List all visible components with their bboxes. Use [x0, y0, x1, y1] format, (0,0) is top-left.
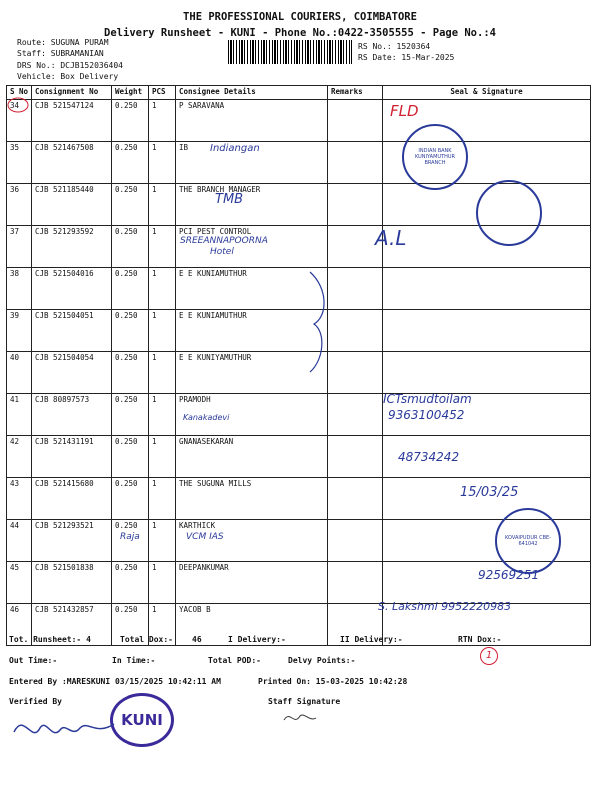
row-consignment-no: CJB 521431191 — [32, 436, 112, 478]
row-pcs: 1 — [149, 184, 176, 226]
row-sno: 42 — [7, 436, 32, 478]
row-consignee: YACOB B — [176, 604, 328, 646]
col-seal-signature: Seal & Signature — [383, 86, 591, 100]
row-34-circle — [6, 96, 30, 114]
row-pcs: 1 — [149, 310, 176, 352]
row-consignee: PCI PEST CONTROL — [176, 226, 328, 268]
row-remarks — [328, 184, 383, 226]
rtn-dox: RTN Dox:- — [458, 635, 502, 644]
handwritten-hotel: Hotel — [210, 247, 234, 257]
row-consignment-no: CJB 521432857 — [32, 604, 112, 646]
row-remarks — [328, 100, 383, 142]
row-pcs: 1 — [149, 142, 176, 184]
row-sno: 46 — [7, 604, 32, 646]
row-pcs: 1 — [149, 562, 176, 604]
i-delivery: I Delivery:- — [228, 635, 286, 644]
row-consignee: GNANASEKARAN — [176, 436, 328, 478]
row-consignment-no: CJB 521547124 — [32, 100, 112, 142]
row-consignee: DEEPANKUMAR — [176, 562, 328, 604]
row-pcs: 1 — [149, 352, 176, 394]
row-consignee: P SARAVANA — [176, 100, 328, 142]
barcode — [228, 40, 352, 64]
table-row — [7, 268, 591, 310]
row-remarks — [328, 394, 383, 436]
row-remarks — [328, 562, 383, 604]
row-consignment-no: CJB 80897573 — [32, 394, 112, 436]
row-sno: 38 — [7, 268, 32, 310]
bracket-mark — [304, 268, 334, 378]
row-consignment-no: CJB 521293521 — [32, 520, 112, 562]
signature-row-42: 48734242 — [398, 450, 460, 464]
row-sno: 37 — [7, 226, 32, 268]
row-consignee: KARTHICK — [176, 520, 328, 562]
verified-by: Verified By — [9, 697, 62, 706]
table-row — [7, 436, 591, 478]
runsheet-subtitle: Delivery Runsheet - KUNI - Phone No.:0422-3505555 - Page No.:4 — [104, 27, 496, 39]
row-weight: 0.250 — [112, 226, 149, 268]
table-header-row — [7, 86, 591, 100]
total-dox-label: Total Dox:- — [120, 635, 173, 644]
row-consignment-no: CJB 521293592 — [32, 226, 112, 268]
phone-row-41: 9363100452 — [388, 408, 465, 422]
handwritten-tmb: TMB — [215, 192, 244, 207]
entered-by: Entered By :MARESKUNI 03/15/2025 10:42:11 AM — [9, 677, 221, 686]
row-sno: 36 — [7, 184, 32, 226]
staff-label: Staff: SUBRAMANIAN — [17, 49, 104, 58]
company-title: THE PROFESSIONAL COURIERS, COIMBATORE — [183, 11, 417, 23]
row-weight: 0.250 — [112, 310, 149, 352]
table-row — [7, 100, 591, 142]
col-pcs: PCS — [149, 86, 176, 100]
row-weight: 0.250 — [112, 100, 149, 142]
handwritten-kanakadevi: Kanakadevi — [183, 413, 230, 422]
row-remarks — [328, 310, 383, 352]
total-dox-value: 46 — [192, 635, 202, 644]
table-row — [7, 394, 591, 436]
col-consignee: Consignee Details — [176, 86, 328, 100]
handwritten-indian-bank: Indiangan — [210, 143, 260, 154]
row-consignee: PRAMODH — [176, 394, 328, 436]
row-consignment-no: CJB 521504051 — [32, 310, 112, 352]
rs-date: RS Date: 15-Mar-2025 — [358, 53, 455, 62]
row-weight: 0.250 — [112, 268, 149, 310]
row-pcs: 1 — [149, 604, 176, 646]
post-office-seal: KOVAIPUDUR CBE-641042 — [495, 508, 561, 574]
indian-bank-seal: INDIAN BANK KUNIYAMUTHUR BRANCH — [402, 124, 468, 190]
signature-row-37: A.L — [375, 226, 407, 250]
row-seal-signature — [383, 310, 591, 352]
table-row — [7, 142, 591, 184]
route-label: Route: SUGUNA PURAM — [17, 38, 109, 47]
total-pod: Total POD:- — [208, 656, 261, 665]
row-consignee: THE SUGUNA MILLS — [176, 478, 328, 520]
table-row — [7, 310, 591, 352]
row-sno: 41 — [7, 394, 32, 436]
staff-signature-mark — [280, 708, 320, 728]
row-pcs: 1 — [149, 394, 176, 436]
row-pcs: 1 — [149, 268, 176, 310]
row-remarks — [328, 478, 383, 520]
in-time: In Time:- — [112, 656, 156, 665]
col-sno: S No — [7, 86, 32, 100]
row-seal-signature — [383, 268, 591, 310]
handwritten-vcm: VCM IAS — [186, 532, 224, 542]
row-seal-signature — [383, 352, 591, 394]
row-weight: 0.250 — [112, 604, 149, 646]
row-consignment-no: CJB 521504054 — [32, 352, 112, 394]
row-remarks — [328, 352, 383, 394]
row-weight: 0.250 — [112, 352, 149, 394]
vehicle-label: Vehicle: Box Delivery — [17, 72, 119, 81]
date-row-43: 15/03/25 — [460, 485, 519, 500]
out-time: Out Time:- — [9, 656, 58, 665]
delvy-points: Delvy Points:- — [288, 656, 356, 665]
row-consignee: E E KUNIAMUTHUR — [176, 268, 328, 310]
row-pcs: 1 — [149, 520, 176, 562]
row-pcs: 1 — [149, 478, 176, 520]
row-sno: 39 — [7, 310, 32, 352]
col-consignment: Consignment No — [32, 86, 112, 100]
row-consignment-no: CJB 521501838 — [32, 562, 112, 604]
handwritten-hotel-name: SREEANNAPOORNA — [180, 236, 268, 246]
row-consignee: THE BRANCH MANAGER — [176, 184, 328, 226]
row-remarks — [328, 436, 383, 478]
row-sno: 45 — [7, 562, 32, 604]
phone-row-45: 92569251 — [478, 568, 540, 582]
handwritten-fld: FLD — [390, 102, 419, 120]
rs-number: RS No.: 1520364 — [358, 42, 431, 51]
row-weight: 0.250 — [112, 562, 149, 604]
row-sno: 44 — [7, 520, 32, 562]
row-consignee: IB — [176, 142, 328, 184]
table-row — [7, 352, 591, 394]
row-sno: 40 — [7, 352, 32, 394]
verifier-signature — [10, 710, 120, 746]
row-weight: 0.250 — [112, 142, 149, 184]
col-remarks: Remarks — [328, 86, 383, 100]
printed-on: Printed On: 15-03-2025 10:42:28 — [258, 677, 408, 686]
row-sno: 35 — [7, 142, 32, 184]
drs-label: DRS No.: DCJB152036404 — [17, 61, 123, 70]
row-weight: 0.250 — [112, 520, 149, 562]
row-consignee: E E KUNIAMUTHUR — [176, 310, 328, 352]
signature-row-41: ICTsmudtoilam — [383, 392, 472, 406]
tot-runsheet: Tot. Runsheet:- 4 — [9, 635, 91, 644]
row-remarks — [328, 142, 383, 184]
row-consignment-no: CJB 521415680 — [32, 478, 112, 520]
row-pcs: 1 — [149, 436, 176, 478]
signature-row-46: S. Lakshmi 9952220983 — [378, 600, 512, 613]
row-weight: 0.250 — [112, 478, 149, 520]
ii-delivery: II Delivery:- — [340, 635, 403, 644]
row-weight: 0.250 — [112, 394, 149, 436]
row-remarks — [328, 268, 383, 310]
row-weight: 0.250 — [112, 436, 149, 478]
rtn-circle: 1 — [480, 647, 498, 665]
handwritten-raja: Raja — [120, 532, 140, 542]
row-sno: 43 — [7, 478, 32, 520]
row-consignee: E E KUNIYAMUTHUR — [176, 352, 328, 394]
row-consignment-no: CJB 521185440 — [32, 184, 112, 226]
staff-signature: Staff Signature — [268, 697, 341, 706]
row-pcs: 1 — [149, 226, 176, 268]
col-weight: Weight — [112, 86, 149, 100]
row-weight: 0.250 — [112, 184, 149, 226]
company-round-seal — [476, 180, 542, 246]
row-remarks — [328, 520, 383, 562]
row-sno: 34 — [7, 100, 32, 142]
kuni-stamp: KUNI — [110, 693, 174, 747]
row-pcs: 1 — [149, 100, 176, 142]
row-consignment-no: CJB 521504016 — [32, 268, 112, 310]
row-consignment-no: CJB 521467508 — [32, 142, 112, 184]
